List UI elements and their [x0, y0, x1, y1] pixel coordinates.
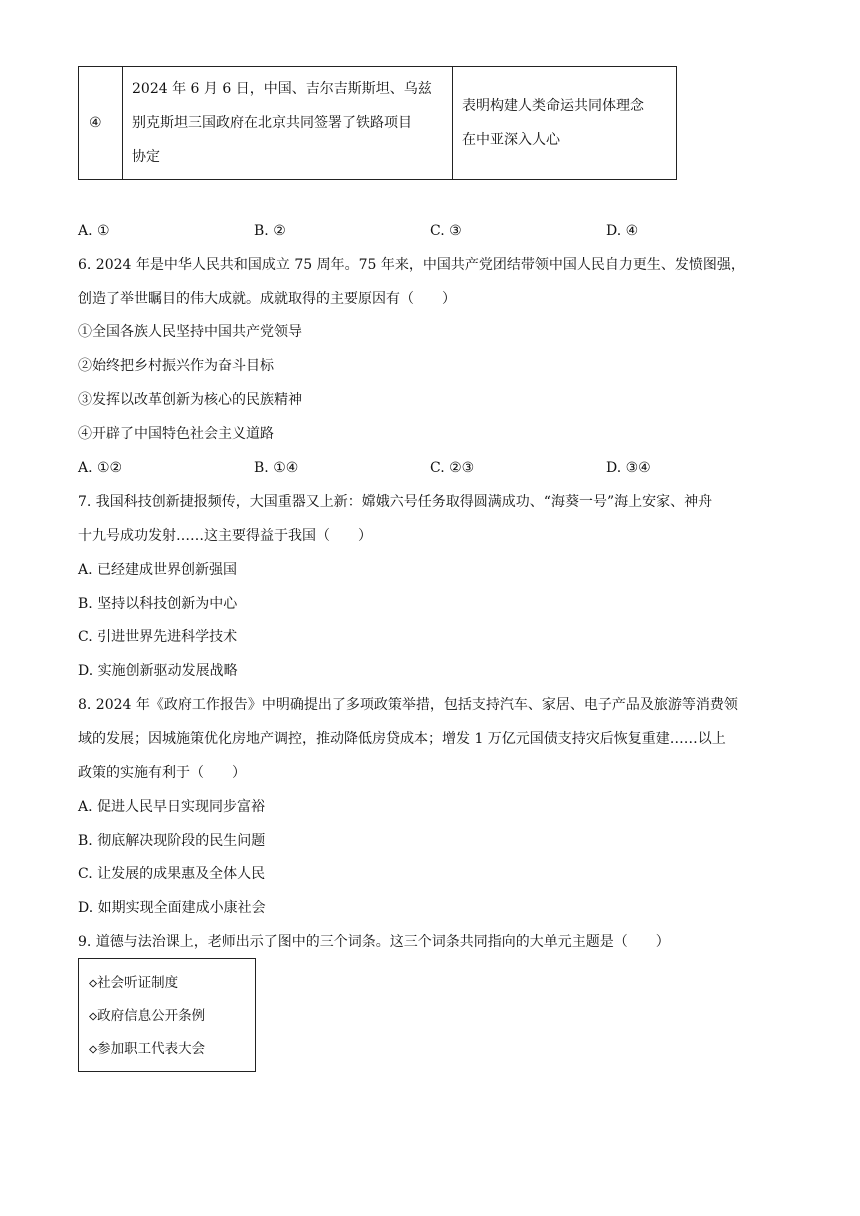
- q7-option-a: A. 已经建成世界创新强国: [78, 562, 238, 578]
- q7-stem: 十九号成功发射……这主要得益于我国（ ）: [78, 528, 372, 544]
- q7-option-b: B. 坚持以科技创新为中心: [78, 596, 238, 612]
- q6-stem: 创造了举世瞩目的伟大成就。成就取得的主要原因有（ ）: [78, 291, 456, 307]
- q6-item: ①全国各族人民坚持中国共产党领导: [78, 324, 302, 340]
- q5-option-c: C. ③: [430, 223, 462, 239]
- q8-option-a: A. 促进人民早日实现同步富裕: [78, 799, 266, 815]
- q7-option-c: C. 引进世界先进科学技术: [78, 629, 238, 645]
- q9-term: ◇社会听证制度: [89, 975, 179, 991]
- table-cell-number: [79, 67, 123, 179]
- q6-option-c: C. ②③: [430, 460, 475, 476]
- meaning-line: 在中亚深入人心: [462, 132, 560, 148]
- q5-option-a: A. ①: [78, 223, 110, 239]
- meaning-line: 表明构建人类命运共同体理念: [462, 98, 644, 114]
- q9-stem: 9. 道德与法治课上，老师出示了图中的三个词条。这三个词条共同指向的大单元主题是（ ）: [78, 934, 670, 950]
- q6-item: ③发挥以改革创新为核心的民族精神: [78, 392, 302, 408]
- q6-option-a: A. ①②: [78, 460, 123, 476]
- table-cell-event: [123, 67, 453, 179]
- q6-option-d: D. ③④: [606, 460, 651, 476]
- q9-term-box: [78, 958, 256, 1072]
- q6-item: ②始终把乡村振兴作为奋斗目标: [78, 358, 274, 374]
- q5-option-b: B. ②: [254, 223, 286, 239]
- row-number: ④: [89, 115, 102, 131]
- q5-option-d: D. ④: [606, 223, 639, 239]
- q6-stem: 6. 2024 年是中华人民共和国成立 75 周年。75 年来，中国共产党团结带领中国人民自力更生、发愤图强，: [78, 257, 745, 273]
- q8-option-c: C. 让发展的成果惠及全体人民: [78, 866, 266, 882]
- event-line: 协定: [132, 149, 160, 165]
- q7-option-d: D. 实施创新驱动发展战略: [78, 663, 238, 679]
- event-line: 2024 年 6 月 6 日，中国、吉尔吉斯斯坦、乌兹: [132, 81, 432, 97]
- q9-term: ◇政府信息公开条例: [89, 1008, 206, 1024]
- question-table: [78, 66, 677, 180]
- q8-stem: 政策的实施有利于（ ）: [78, 765, 246, 781]
- q8-option-d: D. 如期实现全面建成小康社会: [78, 900, 266, 916]
- q8-option-b: B. 彻底解决现阶段的民生问题: [78, 833, 266, 849]
- q6-option-b: B. ①④: [254, 460, 299, 476]
- event-line: 别克斯坦三国政府在北京共同签署了铁路项目: [132, 115, 412, 131]
- q6-item: ④开辟了中国特色社会主义道路: [78, 426, 274, 442]
- q8-stem: 8. 2024 年《政府工作报告》中明确提出了多项政策举措，包括支持汽车、家居、电子产品及旅游等消费领: [78, 697, 738, 713]
- q9-term: ◇参加职工代表大会: [89, 1041, 206, 1057]
- table-cell-meaning: [453, 67, 676, 179]
- q7-stem: 7. 我国科技创新捷报频传，大国重器又上新：嫦娥六号任务取得圆满成功、“海葵一号”海上安家、神舟: [78, 494, 713, 510]
- q8-stem: 域的发展；因城施策优化房地产调控，推动降低房贷成本；增发 1 万亿元国债支持灾后恢复重建……以上: [78, 731, 726, 747]
